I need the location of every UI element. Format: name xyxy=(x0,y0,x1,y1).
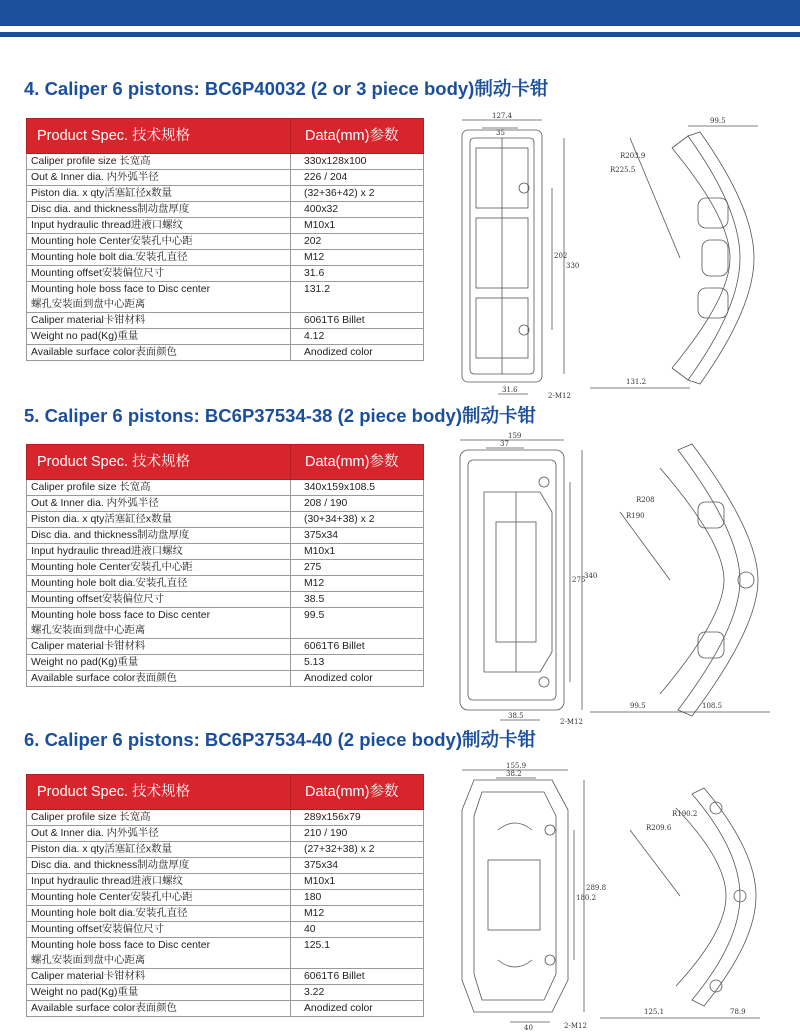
spec-value: M10x1 xyxy=(291,874,424,890)
spec-label-text: Piston dia. x qty活塞缸径x数量 xyxy=(31,188,172,199)
spec-label xyxy=(27,329,291,345)
spec-label-text: Available surface color表面颜色 xyxy=(31,1003,177,1014)
spec-label-text: Weight no pad(Kg)重量 xyxy=(31,331,139,342)
spec-row xyxy=(27,202,424,218)
spec-label xyxy=(27,512,291,528)
spec-label-text: Mounting offset安装偏位尺寸 xyxy=(31,268,165,279)
spec-table-6 xyxy=(26,774,424,1017)
spec-label xyxy=(27,671,291,687)
spec-label-text: Mounting offset安装偏位尺寸 xyxy=(31,924,165,935)
spec-value: (27+32+38) x 2 xyxy=(291,842,424,858)
dim-6-side-b: 289.8 xyxy=(586,884,607,892)
dim-5-side-b: 340 xyxy=(584,572,598,580)
spec-value: 208 / 190 xyxy=(291,496,424,512)
spec-label-text: Input hydraulic thread进液口螺纹 xyxy=(31,876,183,887)
spec-label-text: Mounting hole bolt dia.安装孔直径 xyxy=(31,908,188,919)
spec-row xyxy=(27,826,424,842)
dim-4-r1: R203.9 xyxy=(620,152,646,160)
spec-value: M12 xyxy=(291,906,424,922)
spec-row xyxy=(27,560,424,576)
spec-row xyxy=(27,890,424,906)
spec-label xyxy=(27,810,291,826)
spec-label xyxy=(27,186,291,202)
spec-value: 340x159x108.5 xyxy=(291,480,424,496)
spec-label-text: Available surface color表面颜色 xyxy=(31,347,177,358)
dim-4-side-b: 330 xyxy=(566,262,580,270)
spec-label xyxy=(27,969,291,985)
dim-5-rb1: 99.5 xyxy=(630,702,646,710)
spec-row xyxy=(27,154,424,170)
spec-label xyxy=(27,544,291,560)
spec-label-text: Available surface color表面颜色 xyxy=(31,673,177,684)
spec-value: 6061T6 Billet xyxy=(291,313,424,329)
spec-label-text: Mounting hole Center安装孔中心距 xyxy=(31,236,193,247)
spec-label xyxy=(27,345,291,361)
spec-row xyxy=(27,810,424,826)
spec-label-text: Mounting hole bolt dia.安装孔直径 xyxy=(31,578,188,589)
spec-label-line1: Mounting hole boss face to Disc center xyxy=(31,284,211,295)
spec-row xyxy=(27,496,424,512)
spec-value: 6061T6 Billet xyxy=(291,969,424,985)
spec-label xyxy=(27,858,291,874)
spec-row xyxy=(27,906,424,922)
spec-row xyxy=(27,608,424,639)
spec-value: (32+36+42) x 2 xyxy=(291,186,424,202)
spec-value: 375x34 xyxy=(291,528,424,544)
spec-label xyxy=(27,1001,291,1017)
spec-label-text: Caliper material卡钳材料 xyxy=(31,971,146,982)
spec-label-text: Out & Inner dia. 内外弧半径 xyxy=(31,498,159,509)
spec-row xyxy=(27,250,424,266)
dim-6-r1: R190.2 xyxy=(672,810,698,818)
spec-label-text: Weight no pad(Kg)重量 xyxy=(31,657,139,668)
spec-label-text: Caliper profile size 长宽高 xyxy=(31,156,151,167)
spec-label xyxy=(27,874,291,890)
spec-label xyxy=(27,842,291,858)
section-title-6: 6. Caliper 6 pistons: BC6P37534-40 (2 piece body)制动卡钳 xyxy=(24,729,536,750)
spec-value: Anodized color xyxy=(291,671,424,687)
dim-6-bot1: 40 xyxy=(524,1024,533,1032)
spec-label-text: Input hydraulic thread进液口螺纹 xyxy=(31,546,183,557)
spec-label-text: Mounting hole Center安装孔中心距 xyxy=(31,562,193,573)
spec-value: 226 / 204 xyxy=(291,170,424,186)
spec-label xyxy=(27,154,291,170)
spec-value: 40 xyxy=(291,922,424,938)
dim-5-r1: R208 xyxy=(636,496,655,504)
spec-row xyxy=(27,528,424,544)
spec-label xyxy=(27,282,291,313)
spec-value: 31.6 xyxy=(291,266,424,282)
spec-label-line2: 螺孔安装面到盘中心距离 xyxy=(31,625,146,636)
spec-value: 330x128x100 xyxy=(291,154,424,170)
spec-value: 131.2 xyxy=(291,282,424,313)
dim-4-side-a: 202 xyxy=(554,252,568,260)
spec-label-text: Piston dia. x qty活塞缸径x数量 xyxy=(31,514,172,525)
spec-row xyxy=(27,874,424,890)
dim-5-top1: 159 xyxy=(508,432,522,440)
spec-label xyxy=(27,202,291,218)
spec-label xyxy=(27,266,291,282)
dim-5-top2: 37 xyxy=(500,440,509,448)
spec-label xyxy=(27,480,291,496)
spec-value: 210 / 190 xyxy=(291,826,424,842)
dim-6-r2: R209.6 xyxy=(646,824,672,832)
spec-label-text: Disc dia. and thickness制动盘厚度 xyxy=(31,204,190,215)
spec-table-header xyxy=(27,445,424,480)
spec-value: M10x1 xyxy=(291,218,424,234)
dim-6-bolt: 2-M12 xyxy=(564,1022,587,1030)
dim-4-r2: R225.5 xyxy=(610,166,636,174)
header-label: Product Spec. 技术规格 xyxy=(27,775,291,810)
spec-label-text: Caliper profile size 长宽高 xyxy=(31,482,151,493)
dim-4-rt: 99.5 xyxy=(710,117,726,125)
dim-5-rb2: 108.5 xyxy=(702,702,723,710)
top-banner-bar xyxy=(0,0,800,26)
spec-label-text: Out & Inner dia. 内外弧半径 xyxy=(31,172,159,183)
spec-row xyxy=(27,266,424,282)
spec-label xyxy=(27,938,291,969)
caliper-drawing-6 xyxy=(440,760,790,1032)
spec-value: 289x156x79 xyxy=(291,810,424,826)
spec-label xyxy=(27,922,291,938)
header-value: Data(mm)参数 xyxy=(291,775,424,810)
spec-value: (30+34+38) x 2 xyxy=(291,512,424,528)
spec-row xyxy=(27,186,424,202)
dim-5-side-a: 275 xyxy=(572,576,586,584)
spec-label-text: Mounting hole Center安装孔中心距 xyxy=(31,892,193,903)
spec-label-text: Weight no pad(Kg)重量 xyxy=(31,987,139,998)
dim-4-top1: 127.4 xyxy=(492,112,513,120)
header-label: Product Spec. 技术规格 xyxy=(27,119,291,154)
spec-label xyxy=(27,655,291,671)
spec-label-line2: 螺孔安装面到盘中心距离 xyxy=(31,955,146,966)
spec-label-text: Caliper material卡钳材料 xyxy=(31,641,146,652)
dim-5-bolt: 2-M12 xyxy=(560,718,583,724)
spec-row xyxy=(27,218,424,234)
spec-label-text: Mounting hole bolt dia.安装孔直径 xyxy=(31,252,188,263)
spec-label-line1: Mounting hole boss face to Disc center xyxy=(31,610,211,621)
spec-label-text: Caliper material卡钳材料 xyxy=(31,315,146,326)
spec-label xyxy=(27,528,291,544)
spec-row xyxy=(27,671,424,687)
spec-label xyxy=(27,985,291,1001)
spec-label xyxy=(27,826,291,842)
spec-label-text: Caliper profile size 长宽高 xyxy=(31,812,151,823)
spec-row xyxy=(27,592,424,608)
spec-value: M12 xyxy=(291,576,424,592)
spec-value: 202 xyxy=(291,234,424,250)
spec-row xyxy=(27,985,424,1001)
dim-4-bolt: 2-M12 xyxy=(548,392,571,400)
header-value: Data(mm)参数 xyxy=(291,445,424,480)
spec-row xyxy=(27,639,424,655)
spec-label xyxy=(27,576,291,592)
dim-5-r2: R190 xyxy=(626,512,645,520)
spec-label xyxy=(27,170,291,186)
dim-6-top2: 38.2 xyxy=(506,770,522,778)
spec-table-5 xyxy=(26,444,424,687)
spec-row xyxy=(27,655,424,671)
dim-4-bot1: 31.6 xyxy=(502,386,518,394)
spec-label-text: Disc dia. and thickness制动盘厚度 xyxy=(31,860,190,871)
section-title-5: 5. Caliper 6 pistons: BC6P37534-38 (2 piece body)制动卡钳 xyxy=(24,405,536,426)
spec-value: Anodized color xyxy=(291,1001,424,1017)
section-title-4: 4. Caliper 6 pistons: BC6P40032 (2 or 3 piece body)制动卡钳 xyxy=(24,78,549,99)
spec-label xyxy=(27,906,291,922)
dim-6-rb1: 125.1 xyxy=(644,1008,665,1016)
spec-label-text: Piston dia. x qty活塞缸径x数量 xyxy=(31,844,172,855)
dim-4-rb: 131.2 xyxy=(626,378,647,386)
spec-value: 4.12 xyxy=(291,329,424,345)
caliper-drawing-4 xyxy=(440,108,790,400)
dim-6-rb2: 78.9 xyxy=(730,1008,746,1016)
dim-6-side-a: 180.2 xyxy=(576,894,597,902)
spec-value: 6061T6 Billet xyxy=(291,639,424,655)
caliper-drawing-5 xyxy=(440,432,790,724)
top-rule xyxy=(0,32,800,37)
spec-label-text: Input hydraulic thread进液口螺纹 xyxy=(31,220,183,231)
header-label: Product Spec. 技术规格 xyxy=(27,445,291,480)
dim-5-bot1: 38.5 xyxy=(508,712,524,720)
spec-label xyxy=(27,234,291,250)
spec-label-line1: Mounting hole boss face to Disc center xyxy=(31,940,211,951)
spec-row xyxy=(27,329,424,345)
spec-value: 38.5 xyxy=(291,592,424,608)
spec-label xyxy=(27,890,291,906)
spec-label xyxy=(27,560,291,576)
spec-row xyxy=(27,480,424,496)
spec-table-4 xyxy=(26,118,424,361)
header-value: Data(mm)参数 xyxy=(291,119,424,154)
spec-value: 99.5 xyxy=(291,608,424,639)
spec-row xyxy=(27,858,424,874)
spec-row xyxy=(27,544,424,560)
spec-label-text: Mounting offset安装偏位尺寸 xyxy=(31,594,165,605)
spec-row xyxy=(27,576,424,592)
spec-row xyxy=(27,842,424,858)
spec-row xyxy=(27,313,424,329)
spec-row xyxy=(27,345,424,361)
spec-row xyxy=(27,938,424,969)
spec-row xyxy=(27,922,424,938)
dim-4-top2: 35 xyxy=(496,129,505,137)
spec-value: M12 xyxy=(291,250,424,266)
spec-value: 275 xyxy=(291,560,424,576)
spec-value: 400x32 xyxy=(291,202,424,218)
spec-row xyxy=(27,282,424,313)
spec-label-text: Out & Inner dia. 内外弧半径 xyxy=(31,828,159,839)
spec-label-line2: 螺孔安装面到盘中心距离 xyxy=(31,299,146,310)
spec-label xyxy=(27,496,291,512)
spec-label xyxy=(27,250,291,266)
spec-row xyxy=(27,1001,424,1017)
spec-label xyxy=(27,218,291,234)
spec-label xyxy=(27,608,291,639)
spec-value: 5.13 xyxy=(291,655,424,671)
spec-label-text: Disc dia. and thickness制动盘厚度 xyxy=(31,530,190,541)
spec-value: 180 xyxy=(291,890,424,906)
spec-label xyxy=(27,313,291,329)
spec-row xyxy=(27,234,424,250)
spec-table-header xyxy=(27,775,424,810)
spec-value: 125.1 xyxy=(291,938,424,969)
spec-row xyxy=(27,969,424,985)
spec-value: 3.22 xyxy=(291,985,424,1001)
spec-value: 375x34 xyxy=(291,858,424,874)
spec-table-header xyxy=(27,119,424,154)
spec-value: M10x1 xyxy=(291,544,424,560)
spec-row xyxy=(27,512,424,528)
spec-label xyxy=(27,639,291,655)
dim-6-top1: 155.9 xyxy=(506,762,527,770)
spec-value: Anodized color xyxy=(291,345,424,361)
spec-label xyxy=(27,592,291,608)
spec-row xyxy=(27,170,424,186)
